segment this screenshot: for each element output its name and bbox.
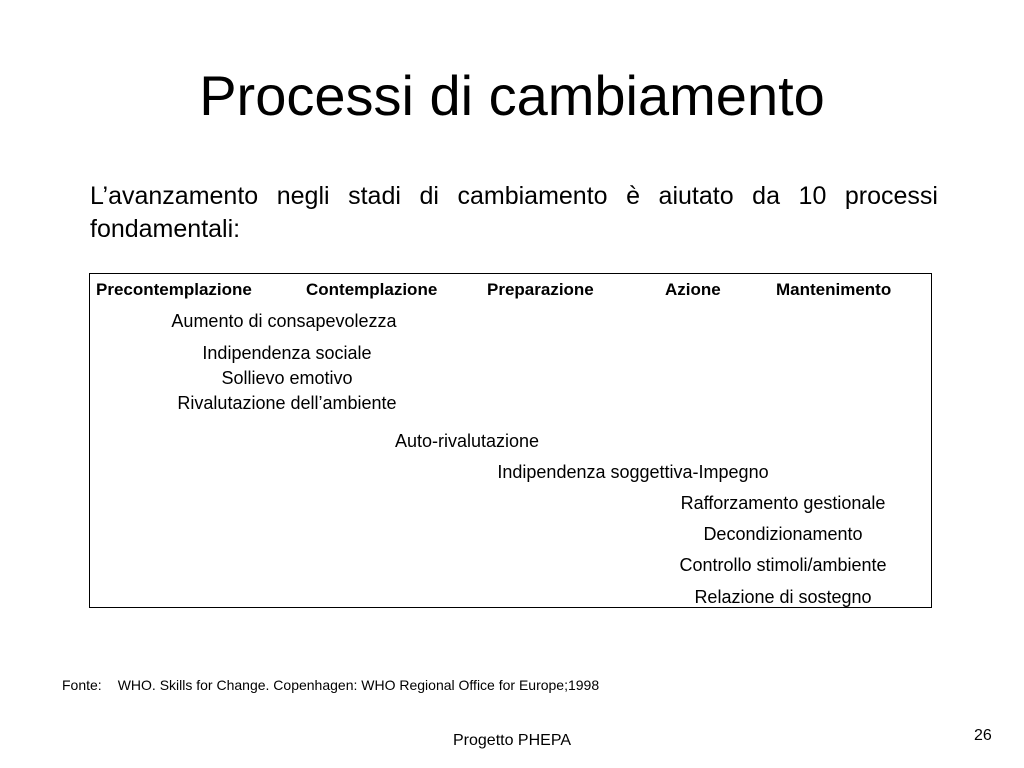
process-social-liberation: Indipendenza sociale — [202, 343, 372, 363]
stage-header-contemplation: Contemplazione — [306, 280, 438, 299]
process-consciousness-raising: Aumento di consapevolezza — [171, 311, 397, 331]
stage-header-precontemplation: Precontemplazione — [96, 280, 252, 299]
source-citation: WHO. Skills for Change. Copenhagen: WHO Regional Office for Europe;1998 — [117, 677, 600, 693]
footer-project-name: Progetto PHEPA — [453, 732, 571, 749]
process-environmental-reevaluation: Rivalutazione dell’ambiente — [177, 393, 397, 413]
intro-text: L’avanzamento negli stadi di cambiamento è aiutato da 10 processi fondamentali: — [90, 182, 938, 243]
process-helping-relationship: Relazione di sostegno — [694, 587, 872, 607]
stage-header-preparation: Preparazione — [487, 280, 594, 299]
stage-header-maintenance: Mantenimento — [776, 280, 892, 299]
process-counterconditioning: Decondizionamento — [703, 524, 863, 544]
process-self-reevaluation: Auto-rivalutazione — [394, 431, 540, 451]
process-stimulus-control: Controllo stimoli/ambiente — [679, 555, 887, 575]
process-self-liberation: Indipendenza soggettiva-Impegno — [497, 462, 769, 482]
page-number: 26 — [974, 727, 992, 744]
process-emotional-relief: Sollievo emotivo — [221, 368, 353, 388]
slide-title: Processi di cambiamento — [199, 64, 825, 127]
process-reinforcement-management: Rafforzamento gestionale — [680, 493, 886, 513]
source-label: Fonte: — [62, 677, 102, 693]
stage-header-action: Azione — [665, 280, 721, 299]
source-note — [62, 676, 599, 694]
